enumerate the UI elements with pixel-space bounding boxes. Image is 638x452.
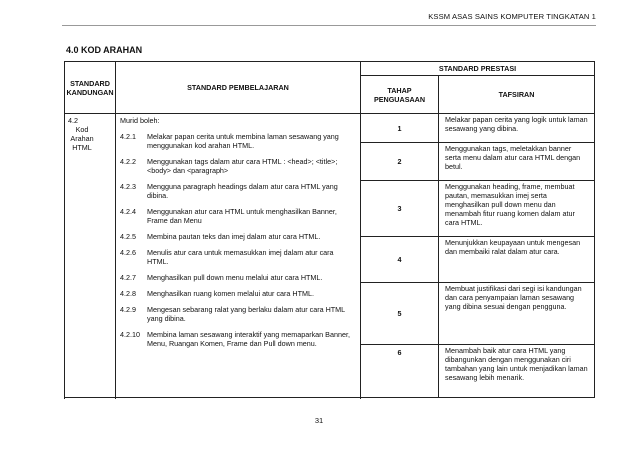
learning-standard-item <box>120 207 356 225</box>
content-standard-cell <box>65 114 116 398</box>
tafsiran-description: Menggunakan heading, frame, membuat pautan, memasukkan imej serta menghasilkan pull down menu dan menambah fitur ruang komen dalam atur cara HTML. <box>439 181 595 237</box>
learning-standard-text: Membina pautan teks dan imej dalam atur cara HTML. <box>147 232 321 241</box>
learning-standard-number: 4.2.10 <box>120 330 140 339</box>
section-title: 4.0 KOD ARAHAN <box>66 45 143 55</box>
learning-standard-item <box>120 182 356 200</box>
header-standard-prestasi: STANDARD PRESTASI <box>361 62 595 76</box>
header-tahap-penguasaan: TAHAP PENGUASAAN <box>361 76 439 114</box>
tafsiran-description: Melakar papan cerita yang logik untuk laman sesawang yang dibina. <box>439 114 595 143</box>
tafsiran-description: Membuat justifikasi dari segi isi kandungan dan cara penyampaian laman sesawang yang dibina sesuai dengan pengguna. <box>439 283 595 345</box>
tafsiran-description: Menunjukkan keupayaan untuk mengesan dan membaiki ralat dalam atur cara. <box>439 237 595 283</box>
learning-standard-item <box>120 157 356 175</box>
tahap-level: 2 <box>361 143 439 181</box>
learning-standard-item <box>120 305 356 323</box>
tahap-level: 1 <box>361 114 439 143</box>
learning-standard-text: Melakar papan cerita untuk membina laman sesawang yang menggunakan kod arahan HTML. <box>147 132 339 150</box>
learning-standard-number: 4.2.6 <box>120 248 136 257</box>
content-standard-code: 4.2 <box>68 116 78 125</box>
tafsiran-description: Menambah baik atur cara HTML yang dibangunkan dengan menggunakan ciri tambahan yang lain untuk menjadikan laman sesawang lebih menarik. <box>439 345 595 398</box>
header-standard-kandungan: STANDARD KANDUNGAN <box>65 62 116 114</box>
learning-standard-item <box>120 330 356 348</box>
page-number: 31 <box>314 416 324 425</box>
learning-standard-number: 4.2.1 <box>120 132 136 141</box>
learning-standard-text: Mengesan sebarang ralat yang berlaku dalam atur cara HTML yang dibina. <box>147 305 345 323</box>
tahap-level: 5 <box>361 283 439 345</box>
learning-standards-cell <box>116 114 361 398</box>
learning-standard-number: 4.2.5 <box>120 232 136 241</box>
running-header: KSSM ASAS SAINS KOMPUTER TINGKATAN 1 <box>428 12 596 21</box>
learning-standard-number: 4.2.7 <box>120 273 136 282</box>
learning-standard-number: 4.2.8 <box>120 289 136 298</box>
learning-standard-text: Menghasilkan ruang komen melalui atur cara HTML. <box>147 289 314 298</box>
learning-standard-item <box>120 273 356 282</box>
learning-standard-number: 4.2.9 <box>120 305 136 314</box>
header-divider <box>62 25 596 26</box>
learning-standard-number: 4.2.3 <box>120 182 136 191</box>
learning-intro: Murid boleh: <box>120 116 160 125</box>
learning-standard-item <box>120 132 356 150</box>
learning-standard-number: 4.2.2 <box>120 157 136 166</box>
learning-standard-text: Membina laman sesawang interaktif yang memaparkan Banner, Menu, Ruangan Komen, Frame dan Pull down menu. <box>147 330 350 348</box>
learning-standard-text: Menggunakan atur cara HTML untuk menghasilkan Banner, Frame dan Menu <box>147 207 337 225</box>
tahap-level: 6 <box>361 345 439 398</box>
learning-standard-text: Menggunakan tags dalam atur cara HTML : <head>; <title>; <body> dan <paragraph> <box>147 157 338 175</box>
learning-standard-item <box>120 248 356 266</box>
tafsiran-description: Menggunakan tags, meletakkan banner serta menu dalam atur cara HTML dengan betul. <box>439 143 595 181</box>
header-tafsiran: TAFSIRAN <box>439 76 595 114</box>
learning-standard-item <box>120 289 356 298</box>
content-standard-name: Kod Arahan HTML <box>70 125 94 152</box>
learning-standard-text: Mengguna paragraph headings dalam atur cara HTML yang dibina. <box>147 182 338 200</box>
learning-standard-item <box>120 232 356 241</box>
curriculum-table <box>64 61 595 398</box>
tahap-level: 4 <box>361 237 439 283</box>
learning-standard-text: Menghasilkan pull down menu melalui atur cara HTML. <box>147 273 323 282</box>
learning-standard-text: Menulis atur cara untuk memasukkan imej dalam atur cara HTML. <box>147 248 334 266</box>
tahap-level: 3 <box>361 181 439 237</box>
learning-standard-number: 4.2.4 <box>120 207 136 216</box>
header-standard-pembelajaran: STANDARD PEMBELAJARAN <box>116 62 361 114</box>
